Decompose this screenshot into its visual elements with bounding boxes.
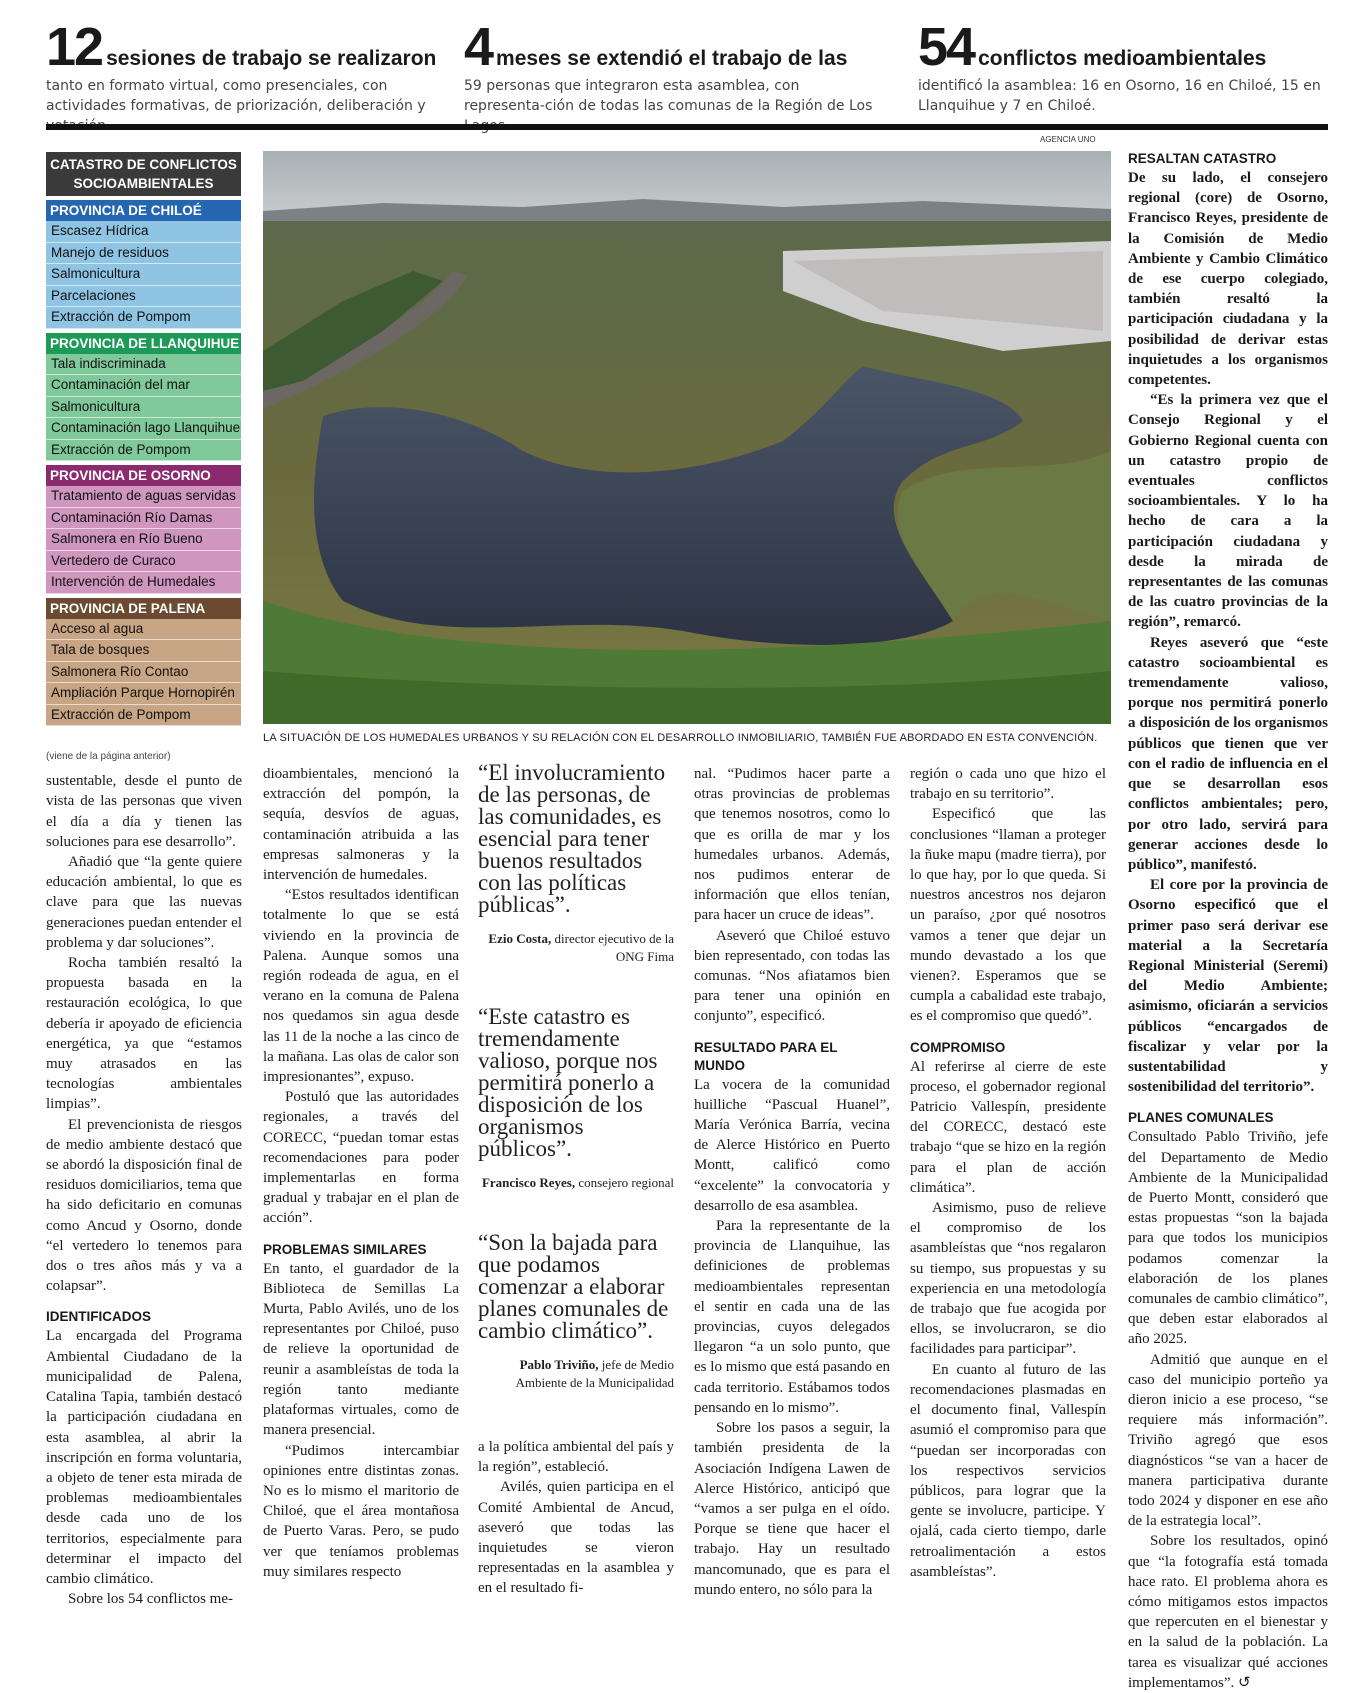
stat-number: 4 [464,17,493,77]
stat-number: 54 [918,17,975,77]
paragraph: “Pudimos intercambiar opiniones entre distintas zonas. No es lo mismo el maritorio de Chiloé, que el área montañosa de Puerto Varas. Pero, se pudo ver que teníamos problemas muy similares respecto [263,1442,459,1580]
quote-attribution: Ezio Costa, director ejecutivo de la ONG Fima [488,931,674,964]
stat-text: tanto en formato virtual, como presenciales, con actividades formativas, de priorización, deliberación y [46,78,426,114]
conflict-item: Contaminación del mar [46,375,241,397]
article-column-1 [46,747,242,1609]
paragraph: Añadió que “la gente quiere educación ambiental, lo que es clave para que las nuevas generaciones puedan entender el problema y dar soluciones”. [46,854,242,951]
conflict-item: Vertedero de Curaco [46,551,241,573]
paragraph: Sobre los pasos a seguir, la también presidenta de la Asociación Indígena Lawen de Alerce Histórico, anticipó que “vamos a ser pulga en el oído. Porque se tiene que hacer el trabajo. Hay un resultado mancomunado, que es para el mundo entero, no sólo para la [694,1420,890,1598]
paragraph: Reyes aseveró que “este catastro socioambiental es tremendamente valioso, porque nos permitirá ponerlo a disposición de los organismos públicos que tienen que ver con el radio de influencia en el que se desarrollan esos conflictos ambientales; pero, por otro lado, servirá para generar acciones desde lo público”, manifestó. [1128,634,1328,873]
subheading: PLANES COMUNALES [1128,1110,1274,1126]
paragraph: Al referirse al cierre de este proceso, el gobernador regional Patricio Vallespín, presidente del CORECC, destacó este trabajo “que se hizo en la región para el plan de acción climática”. [910,1058,1106,1196]
paragraph: Rocha también resaltó la propuesta basada en la restauración ecológica, lo que debería ir apoyado de eficiencia energética, ya que “estamos muy atrasados en las tecnologías ambientales limpias”. [46,955,242,1113]
paragraph: En tanto, el guardador de la Biblioteca de Semillas La Murta, Pablo Avilés, uno de los representantes por Chiloé, puso de relieve la oportunidad de reunir a asambleístas de toda la región tanto mediante plataformas virtuales, como de manera presencial. [263,1260,459,1439]
photo-credit: AGENCIA UNO [1040,135,1096,144]
stat-lead: conflictos medioambientales [978,47,1267,70]
subheading: PROBLEMAS SIMILARES [263,1241,427,1257]
paragraph: El prevencionista de riesgos de medio ambiente destacó que se abordó la disposición final de residuos domiciliarios, tema que ha sido deficitario en comunas como Ancud y Osorno, donde “el vertedero lo tenemos para dos o tres años más y va a colapsar”. [46,1116,242,1295]
quote-attribution: Francisco Reyes, consejero regional [481,1175,674,1190]
conflict-item: Tala de bosques [46,640,241,662]
article-column-3 [478,1437,674,1599]
pull-quote: “Este catastro es tremendamente valioso, porque nos permitirá ponerlo a disposición de los organismos públicos”. [478,1004,658,1161]
paragraph: nal. “Pudimos hacer parte a otras provincias de problemas que tenemos nosotros, como lo que es orilla de mar y los humedales urbanos. Además, nos pudimos enterar de información que ellos tenían, para hacer un cruce de ideas”. [694,766,890,924]
article-column-5 [910,764,1106,1582]
continued-note: (viene de la página anterior) [46,751,171,762]
catastro-table [46,152,241,726]
subheading: COMPROMISO [910,1039,1006,1055]
header-rule [46,124,1328,130]
stat-number: 12 [46,17,103,77]
paragraph: sustentable, desde el punto de vista de las personas que viven el día a día y tienen las soluciones para ese desarrollo”. [46,773,242,850]
article-column-2 [263,764,459,1582]
conflict-item: Tratamiento de aguas servidas [46,486,241,508]
conflict-item: Salmonera Río Contao [46,662,241,684]
conflict-item: Extracción de Pompom [46,705,241,727]
conflict-item: Manejo de residuos [46,243,241,265]
paragraph: Avilés, quien participa en el Comité Ambiental de Ancud, aseveró que todas las inquietudes se vieron representadas en la asamblea y en el resultado fi- [478,1479,674,1597]
pull-quote: “Son la bajada para que podamos comenzar a elaborar planes comunales de cambio climático”. [478,1230,669,1343]
stat-text: 59 personas que integraron esta asamblea, con representa-ción de todas las comunas de la Región de Los [464,78,873,114]
wetland-aerial-photo [263,151,1111,724]
stat-sessions [46,17,456,136]
paragraph: dioambientales, mencionó la extracción del pompón, la sequía, desvíos de aguas, contaminación atribuida a las empresas salmoneras y la intervención de humedales. [263,766,459,884]
paragraph: El core por la provincia de Osorno especificó que el primer paso será derivar ese material a la Secretaría Regional Ministerial (Seremi) del Medio Ambiente; asimismo, oficiarán a servicios públicos “encargados de fiscalizar y velar por la sustentabilidad y sostenibilidad del territorio”. [1128,877,1328,1096]
conflict-item: Contaminación lago Llanquihue [46,418,241,440]
paragraph: Para la representante de la provincia de Llanquihue, las definiciones de problemas medioambientales representan el sentir en cada una de las provincias, cuyos delegados llegaron “a un solo punto, que es lo mismo que está pasando en cada territorio. Estábamos todos pensando en lo mismo”. [694,1218,890,1416]
pull-quote: “El involucramiento de las personas, de las comunidades, es esencial para tener buenos resultados con las políticas públicas”. [478,760,666,917]
conflict-item: Salmonicultura [46,264,241,286]
subheading: RESULTADO PARA EL MUNDO [694,1039,838,1073]
paragraph: De su lado, el consejero regional (core) de Osorno, Francisco Reyes, presidente de la Comisión de Medio Ambiente y Cambio Climático de ese cuerpo colegiado, también resaltó la participación ciudadana y la posibilidad de derivar estas inquietudes a los organismos competentes. [1128,170,1328,389]
paragraph: a la política ambiental del país y la región”, estableció. [478,1439,674,1476]
paragraph: En cuanto al futuro de las recomendaciones plasmadas en el documento final, Vallespín asumió el compromiso para que “puedan ser incorporadas con los respectivos servicios públicos, para lograr que la gente se involucre, participe. Y ojalá, cada cierto tiempo, darle retroalimentación a estos asambleístas”. [910,1361,1106,1580]
province-header: PROVINCIA DE PALENA [46,598,241,619]
paragraph: Admitió que aunque en el caso del municipio porteño ya dieron inicio a ese proceso, “se requiere más información”. Triviño agregó que esos diagnósticos “se van a hacer de manera participativa durante todo 2024 y disponer en ese año de la estrategia local”. [1128,1351,1328,1530]
conflict-item: Acceso al agua [46,619,241,641]
conflict-item: Contaminación Río Damas [46,508,241,530]
catastro-title: CATASTRO DE CONFLICTOS SOCIOAMBIENTALES [46,152,241,196]
paragraph: “Es la primera vez que el Consejo Regional y el Gobierno Regional cuenta con un catastro propio de eventuales conflictos socioambientales. Y lo ha hecho de cara a la participación ciudadana y desde la mirada de representantes de las comunas de las cuatro provincias de la región”, remarcó. [1128,392,1328,631]
paragraph: La vocera de la comunidad huilliche “Pascual Huanel”, María Verónica Barría, vecina de Alerce Histórico en Puerto Montt, calificó como “excelente” la convocatoria y desarrollo de esa asamblea. [694,1076,890,1214]
subheading: RESALTAN CATASTRO [1128,151,1277,166]
province-header: PROVINCIA DE CHILOÉ [46,200,241,221]
stat-text: identificó la asamblea: 16 en Osorno, 16 en Chiloé, 15 en Llanquihue y 7 en Chiloé. [918,78,1321,114]
paragraph: La encargada del Programa Ambiental Ciudadano de la municipalidad de Palena, Catalina Tapia, también destacó la participación ciudadana en esta asamblea, al abrir la inscripción en forma voluntaria, a objeto de tener esta mirada de problemas medioambientales desde cada uno de los territorios, especialmente para determinar el impacto del cambio climático. [46,1328,242,1587]
stats-strip [46,17,1328,126]
paragraph: Consultado Pablo Triviño, jefe del Departamento de Medio Ambiente de la Municipalidad de Puerto Montt, consideró que estas propuestas “son la bajada para que todos los municipios podamos comenzar la elaboración de los planes comunales de cambio climático”, que deben estar elaborados al año 2025. [1128,1129,1328,1348]
article-column-6 [1128,150,1328,1693]
stat-lead: sesiones de trabajo se realizaron [106,47,437,70]
paragraph: Aseveró que Chiloé estuvo bien representado, con todas las comunas. “Nos afiatamos bien para tener una opinión en conjunto”, especificó. [694,927,890,1025]
conflict-item: Intervención de Humedales [46,572,241,594]
paragraph: Postuló que las autoridades regionales, a través del CORECC, “puedan tomar estas recomendaciones para poder implementarlas en forma gradual y trabajar en el plan de acción”. [263,1089,459,1227]
conflict-item: Salmonera en Río Bueno [46,529,241,551]
stat-months [464,17,874,136]
paragraph: Sobre los resultados, opinó que “la fotografía está tomada hace rato. El problema ahora es cómo mitigamos estos impactos que repercuten en el bienestar y en la salud de la población. La tarea es visualizar qué acciones implementamos”. ↺ [1128,1533,1328,1691]
conflict-item: Extracción de Pompom [46,307,241,329]
conflict-item: Tala indiscriminada [46,354,241,376]
province-header: PROVINCIA DE LLANQUIHUE [46,333,241,354]
province-list [46,200,241,726]
conflict-item: Parcelaciones [46,286,241,308]
paragraph: Especificó que las conclusiones “llaman a proteger la ñuke mapu (madre tierra), por lo que hay, por lo que queda. Si nuestros ancestros nos dejaron un paraíso, ¿por qué nosotros vamos a tener que dejar un mundo devastado a los que vienen?. Esperamos que se cumpla a cabalidad este trabajo, es el compromiso que quedó”. [910,806,1106,1025]
paragraph: Sobre los 54 conflictos me- [68,1591,233,1608]
paragraph: región o cada uno que hizo el trabajo en su territorio”. [910,766,1106,803]
paragraph: Asimismo, puso de relieve el compromiso de los asambleístas que “nos regalaron su tiempo, sus propuestas y su experiencia en una metodología de trabajo que fue acogida por ellos, se involucraron, se dio facilidades para participar”. [910,1200,1106,1358]
paragraph: “Estos resultados identifican totalmente lo que se está viviendo en la provincia de Palena. Aunque somos una región rodeada de agua, en el verano en la comuna de Palena nos quedamos sin agua desde las 11 de la noche a las cinco de la mañana. Las olas de calor son impresionantes”, expuso. [263,887,459,1086]
article-column-4 [694,764,890,1600]
stat-conflicts [918,17,1328,116]
quote-attribution: Pablo Triviño, jefe de Medio Ambiente de la Municipalidad [515,1357,674,1390]
subheading: IDENTIFICADOS [46,1309,152,1325]
province-header: PROVINCIA DE OSORNO [46,465,241,486]
pull-quotes [478,762,674,1392]
conflict-item: Extracción de Pompom [46,440,241,462]
conflict-item: Ampliación Parque Hornopirén [46,683,241,705]
stat-lead: meses se extendió el trabajo de las [496,47,848,70]
photo-caption: LA SITUACIÓN DE LOS HUMEDALES URBANOS Y SU RELACIÓN CON EL DESARROLLO INMOBILIARIO, TAMBIÉN FUE ABORDADO EN ESTA CONVENCIÓN. [263,732,1098,744]
conflict-item: Salmonicultura [46,397,241,419]
conflict-item: Escasez Hídrica [46,221,241,243]
